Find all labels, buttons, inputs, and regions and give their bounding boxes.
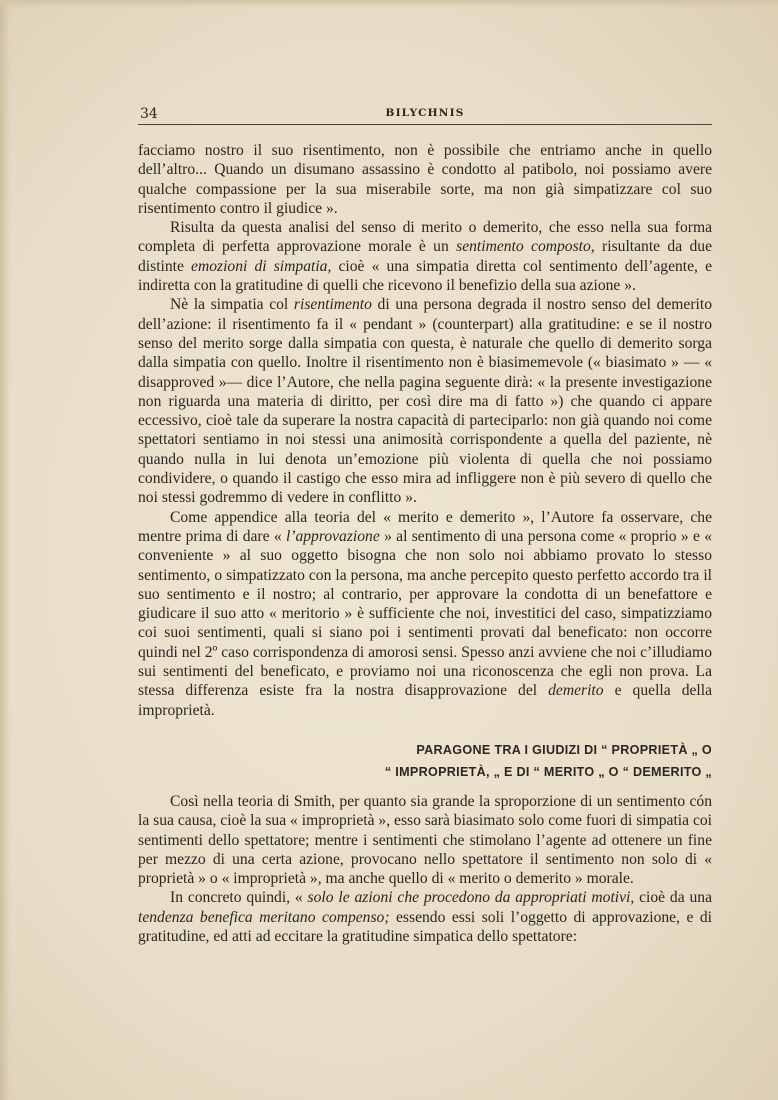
text-run: , cioè « una simpatia diretta col sentimento dell’agente, e indiretta con la gratitudine di quelli che ricevono il benefizio della sua azione ».: [138, 257, 713, 295]
text-run: , cioè da una: [630, 889, 713, 907]
page-top-shadow: [0, 0, 778, 8]
text-run: , risultante da due distinte: [138, 238, 713, 275]
italic-run: sentimento composto: [456, 238, 591, 256]
section-heading: [353, 739, 712, 783]
paragraph-4: [138, 508, 712, 720]
section-heading-line: “ IMPROPRIETÀ, „ E DI “ MERITO „ O “ DEMERITO „: [384, 764, 712, 779]
page-edge-shadow: [0, 0, 10, 1100]
paragraph-3: [138, 295, 712, 507]
running-title: BILYCHNIS: [385, 107, 465, 119]
page-header: [138, 104, 712, 125]
italic-run: l’approvazione: [285, 527, 380, 545]
page-number: 34: [140, 106, 158, 122]
text-run: Nè la simpatia col: [170, 296, 294, 314]
paragraph-5: Così nella teoria di Smith, per quanto sia grande la sproporzione di un sentimento cón la sua causa, cioè la sua « improprietà », esso sarà biasimato solo come fuori di simpatia coi sentimenti dello spettatore; mentre i sentimenti che stimolano l’agente ad ottenere un fine per mezzo di una certa azione, provocano nello spettatore il sentimento non solo di « proprietà » o « improprietà », ma anche quello di « merito o demerito » morale.: [138, 792, 712, 888]
italic-run: solo le azioni che procedono da appropriati motivi: [307, 889, 631, 907]
paragraph-6: [138, 888, 712, 946]
text-run: Come appendice alla teoria del « merito e demerito », l’Autore fa osservare, che mentre prima di dare «: [138, 508, 712, 545]
text-run: essendo essi soli l’oggetto di approvazione, e di gratitudine, ed atti ad eccitare la gratitudine simpatica dello spettatore:: [138, 908, 712, 945]
section-heading-line: PARAGONE TRA I GIUDIZI DI “ PROPRIETÀ „ O: [416, 742, 712, 757]
text-run: di una persona degrada il nostro senso del demerito dell’azione: il risentimento fa il « pendant » (counterpart) alla gratitudine: e se il nostro senso del merito sorge dalla simpatia con questa, è naturale che quello di demerito sorga dalla simpatia con quello. Inoltre il risentimento non è biasimemevole (« biasimato » — « disapproved »— dice l’Autore, che nella pagina seguente dirà: « la presente investigazione non riguarda una materia di diritto, per così dire ma di fatto ») che quando ci appare eccessivo, cioè tale da superare la nostra capacità di parteciparlo: non già quando noi come spettatori sentiamo in noi stessi una animosità corrispondente a quella del paziente, nè quando nulla in lui denota un’emozione più violenta di quella che noi possiamo condividere, o quando il castigo che esso mira ad infliggere non è più severo di quello che noi stessi godremmo di vedere in conflitto ».: [138, 296, 712, 507]
text-run: » al sentimento di una persona come « proprio » e « conveniente » al suo oggetto bisogna che non solo noi abbiamo provato lo stesso sentimento, o simpatizzato con la persona, ma anche percepito questo perfetto accordo tra il suo sentimento e il nostro; al contrario, per approvare la condotta di un benefattore e giudicare il suo atto « meritorio » è sufficiente che noi, investitici del caso, simpatizziamo coi suoi sentimenti, quali si siano poi i sentimenti provati dal beneficato: non occorre quindi nel 2º caso corrispondenza di amorosi sensi. Spesso anzi avviene che noi c’illudiamo sui sentimenti del beneficato, e proviamo noi una riconoscenza che egli non prova. La stessa differenza esiste fra la nostra disapprovazione del: [138, 527, 712, 700]
italic-run: tendenza benefica meritano compenso;: [138, 908, 390, 926]
text-run: In concreto quindi, «: [170, 889, 308, 907]
paragraph-2: [138, 218, 712, 295]
text-run: e quella della improprietà.: [138, 682, 712, 719]
text-run: Risulta da questa analisi del senso di merito o demerito, che esso nella sua forma completa di perfetta approvazione morale è un: [138, 219, 712, 256]
paragraph-1: facciamo nostro il suo risentimento, non è possibile che entriamo anche in quello dell’altro... Quando un disumano assassino è condotto al patibolo, noi possiamo avere qualche compassione per la sua miserabile sorte, ma non già simpatizzare col suo risentimento contro il giudice ».: [138, 142, 712, 217]
italic-run: emozioni di simpatia: [191, 257, 328, 275]
italic-run: demerito: [548, 682, 604, 700]
italic-run: risentimento: [293, 296, 372, 314]
body-text: [138, 141, 712, 946]
